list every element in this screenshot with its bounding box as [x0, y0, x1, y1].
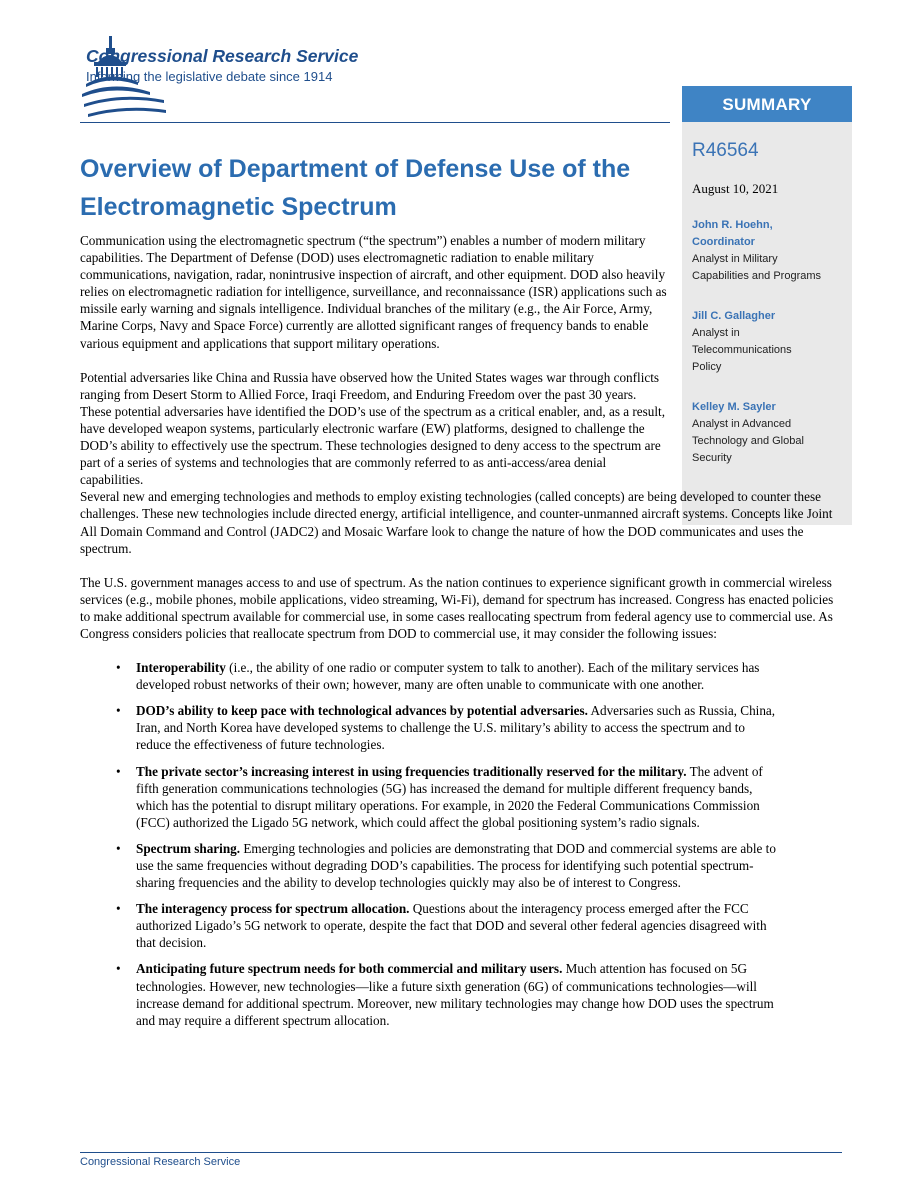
paragraph: Communication using the electromagnetic spectrum (“the spectrum”) enables a number of modern military capabilities. The Department of Defense (DOD) uses electromagnetic radiation to enable military communications, navigation, radar, nonintrusive inspection of aircraft, and other equipment. DOD also heavily relies on electromagnetic radiation for intelligence, surveillance, and reconnaissance (ISR) applications such as missile early warning and signals intelligence. Individual branches of the military (e.g., the Air Force, Army, Marine Corps, Navy and Space Force) currently are allotted significant ranges of frequency bands to enable various equipment and applications that support military operations.: [80, 233, 667, 351]
author-name: Jill C. Gallagher: [692, 310, 776, 322]
org-name: Congressional Research Service: [86, 46, 359, 66]
header-divider: [80, 122, 670, 123]
author-desc: Analyst in Military: [692, 253, 778, 265]
item-lead: Interoperability: [136, 660, 226, 676]
bullet-icon: •: [116, 840, 121, 856]
author-role: Coordinator: [692, 236, 755, 248]
author-desc: Capabilities and Programs: [692, 270, 822, 282]
item-text: Questions about the interagency process emerged after the FCC authorized Ligado’s 5G network to operate, despite the fact that DOD and several other federal agencies disagreed with that decision.: [136, 901, 767, 951]
paragraph-segment: Potential adversaries like China and Russia have observed how the United States wages war through conflicts ranging from Desert Storm to Allied Force, Iraqi Freedom, and Enduring Freedom over the past 30 years. These potential adversaries have identified the DOD’s use of the spectrum as a critical enabler, and, as a result, have developed weapon systems, particularly electronic warfare (EW) platforms, designed to challenge the DOD’s ability to effectively use the spectrum. These technologies designed to deny access to the spectrum are part of a series of systems and technologies that are commonly referred to as anti-access/area denial capabilities.: [80, 369, 665, 488]
item-text: Adversaries such as Russia, China, Iran, and North Korea have developed systems to challenge the U.S. military’s ability to access the spectrum and to reduce the effectiveness of future technologies.: [136, 703, 776, 753]
report-number: R46564: [692, 140, 759, 161]
bullet-icon: •: [116, 763, 121, 779]
author-name: John R. Hoehn,: [692, 219, 773, 231]
bullet-icon: •: [116, 961, 121, 977]
author-desc: Analyst in: [692, 327, 740, 339]
item-text: (i.e., the ability of one radio or computer system to talk to another). Each of the military services has developed robust networks of their own; however, many are often unable to communicate with one another.: [136, 660, 760, 693]
summary-body: [80, 232, 840, 1038]
org-tagline: Informing the legislative debate since 1914: [86, 69, 333, 84]
list-item: [80, 900, 840, 951]
author-desc: Technology and Global: [692, 435, 804, 447]
author-name: Kelley M. Sayler: [692, 401, 776, 413]
list-item: [80, 702, 840, 753]
bullet-icon: •: [116, 703, 121, 719]
footer-divider: [80, 1152, 842, 1153]
item-lead: The interagency process for spectrum allocation.: [136, 901, 410, 917]
paragraph-segment: Several new and emerging technologies and methods to employ existing technologies (called concepts) are being developed to counter these challenges. These new technologies include directed energy, artificial intelligence, and counter-unmanned aircraft systems. Concepts like Joint All Domain Command and Control (JADC2) and Mosaic Warfare look to change the nature of how the DOD communicates and uses the spectrum.: [80, 489, 833, 556]
item-lead: Anticipating future spectrum needs for both commercial and military users.: [136, 961, 563, 977]
bullet-icon: •: [116, 901, 121, 917]
author-desc: Analyst in Advanced: [692, 418, 792, 430]
bullet-icon: •: [116, 660, 121, 676]
item-lead: Spectrum sharing.: [136, 840, 241, 856]
author-desc: Policy: [692, 361, 722, 373]
paragraph: [80, 369, 840, 557]
item-text: The advent of fifth generation communications technologies (5G) has increased the demand for multiple different frequency bands, which has the potential to disrupt military operations. For example, in 2020 the Federal Communications Commission (FCC) authorized the Ligado 5G network, which could affect the global positioning system’s radio signals.: [136, 763, 763, 830]
title-line: Overview of Department of Defense Use of the: [80, 155, 631, 183]
author-desc: Telecommunications: [692, 344, 792, 356]
page-title: [80, 150, 680, 226]
item-text: Emerging technologies and policies are demonstrating that DOD and commercial systems are able to use the same frequencies without degrading DOD’s capabilities. The process for identifying such potential spectrum-sharing frequencies and the ability to develop technologies quickly may also be of interest to Congress.: [136, 840, 776, 891]
list-item: [80, 960, 840, 1028]
item-lead: The private sector’s increasing interest in using frequencies traditionally reserved for the military.: [136, 763, 687, 779]
list-item: [80, 659, 840, 693]
item-text: Much attention has focused on 5G technologies. However, new technologies—like a future sixth generation (6G) of communications technologies—will increase demand for additional spectrum. Moreover, new military technologies may change how DOD uses the spectrum and may require a different spectrum allocation.: [136, 961, 774, 1028]
report-date: August 10, 2021: [692, 181, 779, 196]
list-item: [80, 763, 840, 831]
item-lead: DOD’s ability to keep pace with technological advances by potential adversaries.: [136, 703, 588, 719]
list-item: [80, 840, 840, 891]
title-line: Electromagnetic Spectrum: [80, 193, 397, 221]
summary-heading: SUMMARY: [682, 86, 852, 122]
footer-text: Congressional Research Service: [80, 1156, 241, 1168]
issues-list: [80, 659, 840, 1029]
author-desc: Security: [692, 452, 732, 464]
paragraph: The U.S. government manages access to and use of spectrum. As the nation continues to experience significant growth in commercial wireless services (e.g., mobile phones, mobile applications, video streaming, Wi-Fi), demand for spectrum has increased. Congress has enacted policies to make additional spectrum available for commercial use, in some cases reallocating spectrum from federal agency use to commercial use. As Congress considers policies that reallocate spectrum from DOD to commercial use, it may consider the following issues:: [80, 574, 834, 641]
